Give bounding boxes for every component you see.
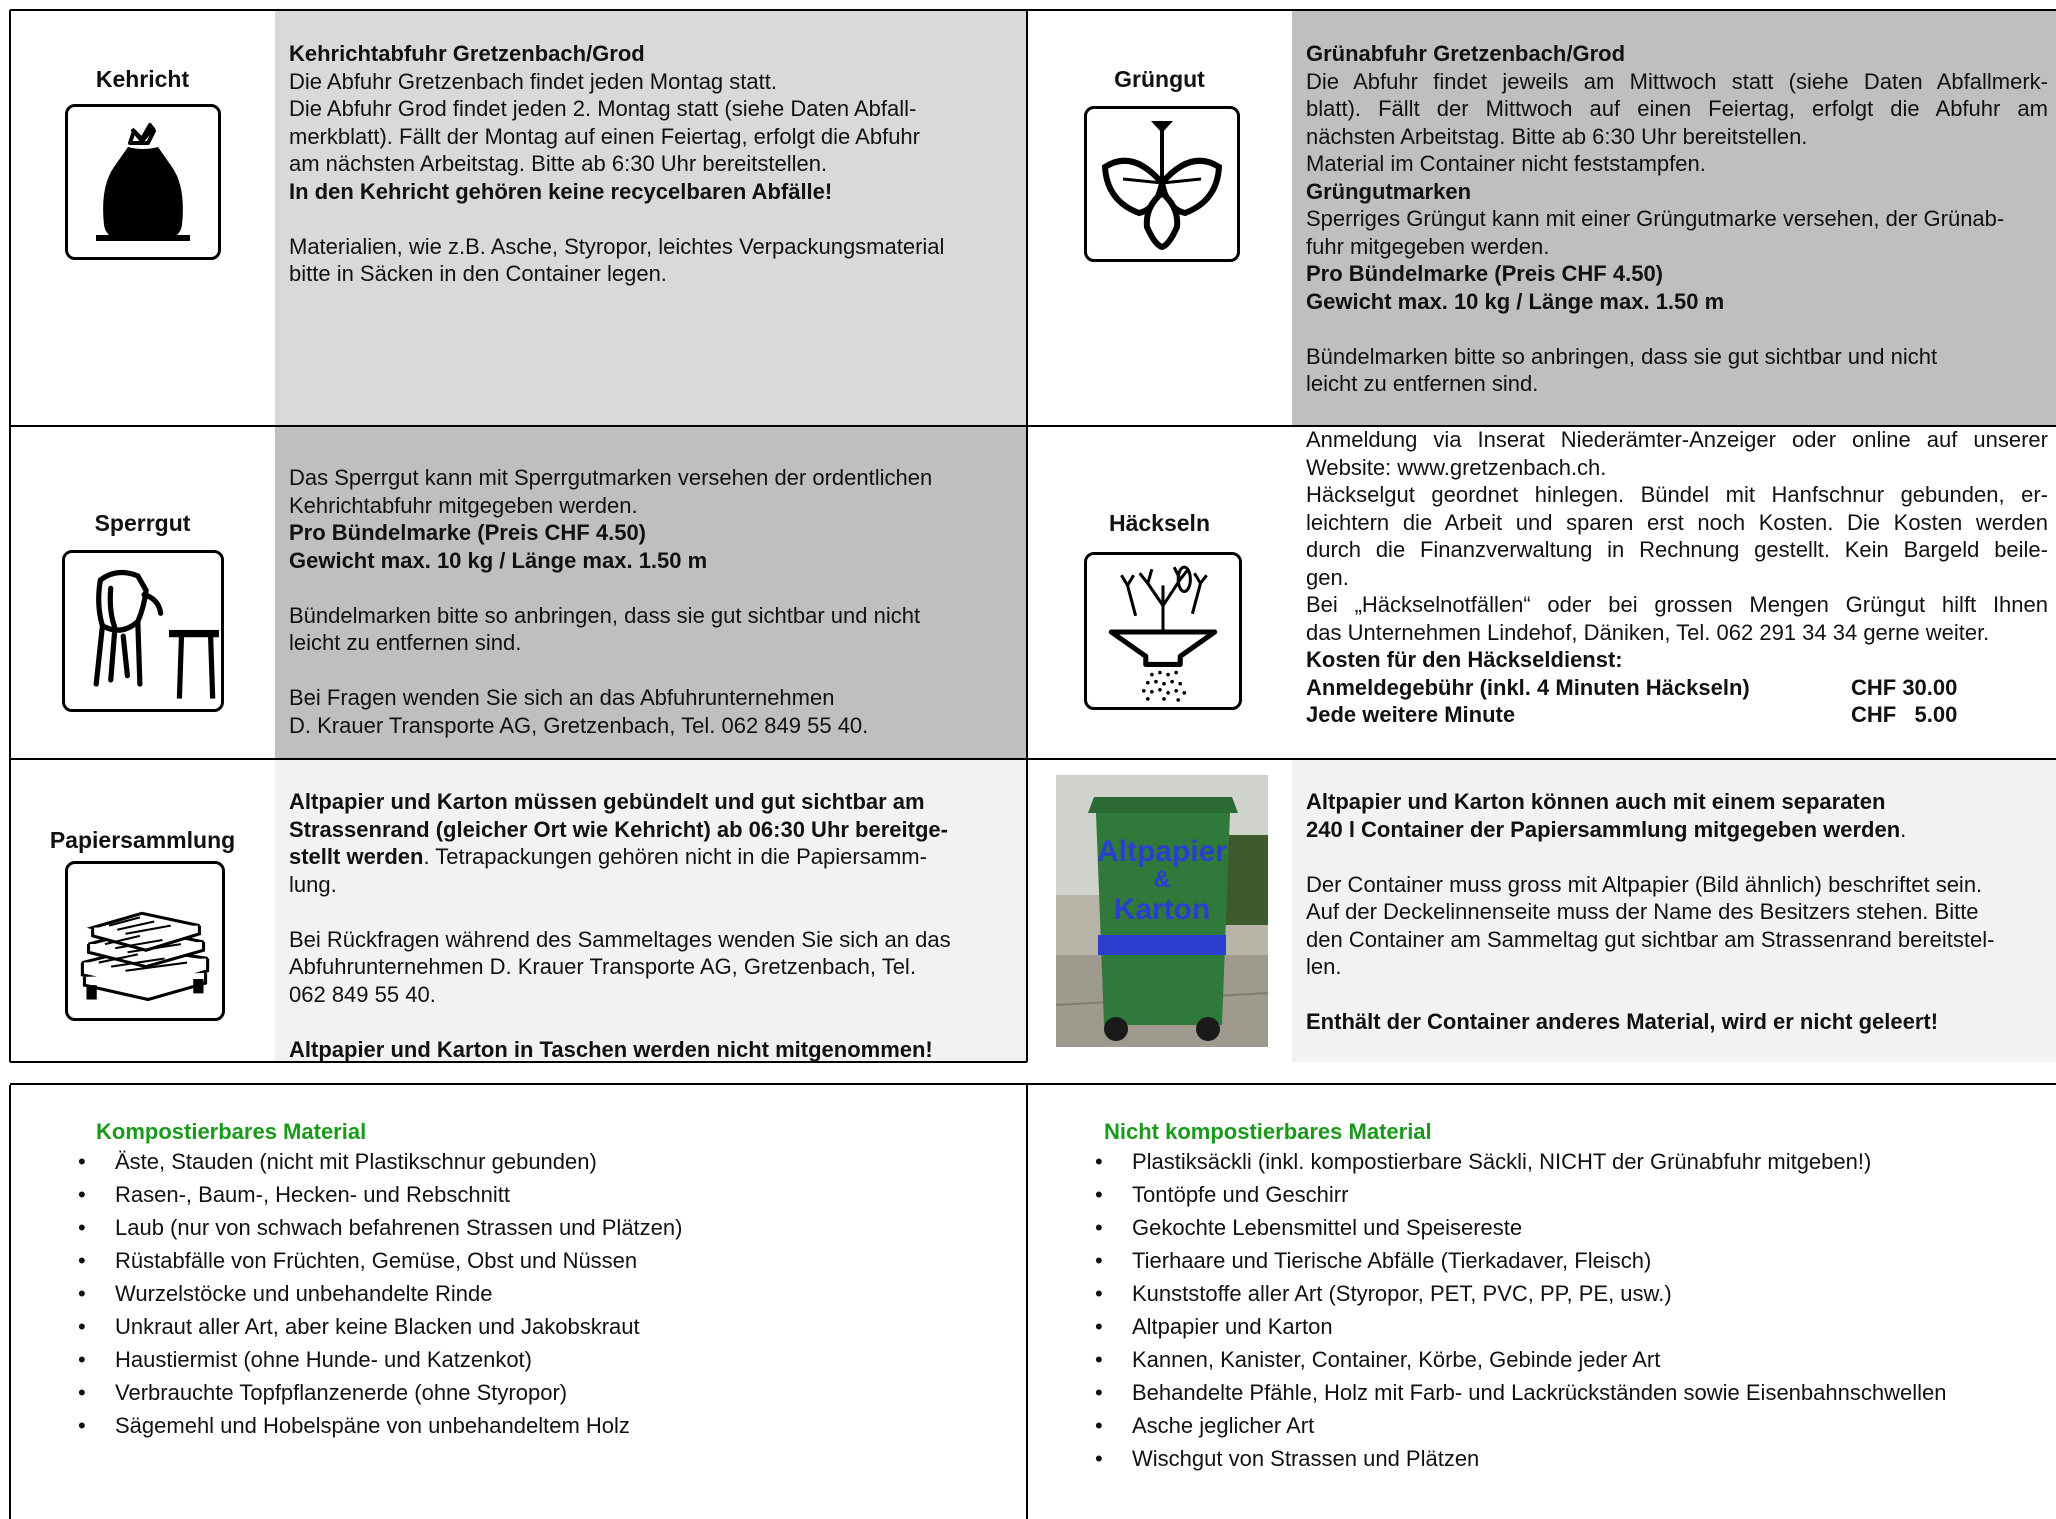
list-item: • Kannen, Kanister, Container, Körbe, Gebinde jeder Art (1095, 1343, 1946, 1376)
container-line: len. (1306, 954, 1342, 979)
kehricht-text (289, 40, 1019, 288)
list-item: • Rasen-, Baum-, Hecken- und Rebschnitt (78, 1178, 682, 1211)
papier-line: 062 849 55 40. (289, 981, 436, 1007)
list-item: • Verbrauchte Topfpflanzenerde (ohne Styropor) (78, 1376, 682, 1409)
list-item: • Rüstabfälle von Früchten, Gemüse, Obst und Nüssen (78, 1244, 682, 1277)
container-line: Altpapier und Karton können auch mit einem separaten (1306, 789, 1886, 814)
list-item: • Asche jeglicher Art (1095, 1409, 1946, 1442)
photo-lettering: & (1153, 866, 1171, 893)
kompost-title: Kompostierbares Material (96, 1119, 367, 1144)
gruengut-line: Sperriges Grüngut kann mit einer Grüngutmarke versehen, der Grünab- (1306, 206, 2005, 231)
list-item: • Äste, Stauden (nicht mit Plastikschnur gebunden) (78, 1145, 682, 1178)
nichtkompost-list (1095, 1145, 1946, 1475)
haeckseln-text (1306, 426, 2048, 729)
list-item: • Altpapier und Karton (1095, 1310, 1946, 1343)
kehricht-line: Materialien, wie z.B. Asche, Styropor, leichtes Verpackungsmaterial (289, 233, 945, 259)
gruengut-line: Bündelmarken bitte so anbringen, dass sie gut sichtbar und nicht (1306, 343, 1938, 369)
kehricht-label: Kehricht (95, 66, 190, 92)
list-item: • Unkraut aller Art, aber keine Blacken und Jakobskraut (78, 1310, 682, 1343)
gruengut-line: Die Abfuhr findet jeweils am Mittwoch statt (siehe Daten Abfallmerk- (1306, 68, 2048, 94)
furniture-chair-table-icon (62, 550, 224, 712)
haeckseln-costs-title: Kosten für den Häckseldienst: (1306, 647, 1623, 672)
fee-row (1306, 701, 2048, 729)
leaf-plant-icon (1084, 106, 1240, 262)
haeckseln-label-cell (1027, 426, 1292, 759)
container-bold-part: 240 l Container der Papiersammlung mitgegeben werden (1306, 816, 1901, 842)
papier-line: Strassenrand (gleicher Ort wie Kehricht) ab 06:30 Uhr bereitge- (289, 816, 948, 842)
kehricht-line: Die Abfuhr Gretzenbach findet jeden Montag statt. (289, 68, 777, 94)
kehricht-line: am nächsten Arbeitstag. Bitte ab 6:30 Uhr bereitstellen. (289, 151, 828, 176)
sperrgut-line: D. Krauer Transporte AG, Gretzenbach, Tel. 062 849 55 40. (289, 712, 869, 738)
list-item: • Laub (nur von schwach befahrenen Strassen und Plätzen) (78, 1211, 682, 1244)
haeckseln-line: Bei „Häckselnotfällen“ oder bei grossen Mengen Grüngut hilft Ihnen (1306, 592, 2048, 617)
newspaper-stack-icon (65, 861, 225, 1021)
trash-bag-icon (65, 104, 221, 260)
fee-value: CHF 30.00 (1851, 674, 1958, 700)
gruengut-subtitle: Grüngutmarken (1306, 178, 1472, 204)
haeckseln-line: Website: www.gretzenbach.ch. (1306, 454, 1607, 480)
photo-lettering: Altpapier (1096, 835, 1228, 868)
list-item: • Sägemehl und Hobelspäne von unbehandeltem Holz (78, 1409, 682, 1442)
sperrgut-weight: Gewicht max. 10 kg / Länge max. 1.50 m (289, 547, 708, 573)
green-container-photo (1056, 775, 1268, 1047)
haeckseln-label: Häckseln (1108, 510, 1210, 536)
kehricht-line: merkblatt). Fällt der Montag auf einen Feiertag, erfolgt die Abfuhr (289, 123, 920, 149)
gruengut-line: blatt). Fällt der Mittwoch auf einen Feiertag, erfolgt die Abfuhr am (1306, 96, 2048, 121)
fee-value: CHF 5.00 (1851, 702, 1958, 727)
grid-line (1026, 1085, 1028, 1519)
fee-label: Jede weitere Minute (1306, 702, 1516, 727)
haeckseln-line: das Unternehmen Lindehof, Däniken, Tel. 062 291 34 34 gerne weiter. (1306, 619, 1990, 645)
papier-label-cell (10, 759, 275, 1062)
list-item: • Plastiksäckli (inkl. kompostierbare Säckli, NICHT der Grünabfuhr mitgeben!) (1095, 1145, 1946, 1178)
haeckseln-line: Häckselgut geordnet hinlegen. Bündel mit Hanfschnur gebunden, er- (1306, 482, 2048, 507)
gruengut-label-cell (1027, 10, 1292, 426)
container-line: den Container am Sammeltag gut sichtbar am Strassenrand bereitstel- (1306, 926, 1995, 952)
kehricht-title: Kehrichtabfuhr Gretzenbach/Grod (289, 41, 645, 66)
list-item: • Gekochte Lebensmittel und Speisereste (1095, 1211, 1946, 1244)
papier-bold-part: stellt werden (289, 844, 424, 869)
fee-row (1306, 674, 2048, 702)
list-item: • Kunststoffe aller Art (Styropor, PET, PVC, PP, PE, usw.) (1095, 1277, 1946, 1310)
container-line (1306, 816, 2048, 844)
haeckseln-line: Anmeldung via Inserat Niederämter-Anzeiger oder online auf unserer (1306, 427, 2048, 452)
sperrgut-line: Bündelmarken bitte so anbringen, dass sie gut sichtbar und nicht (289, 602, 921, 628)
list-item: • Haustiermist (ohne Hunde- und Katzenkot) (78, 1343, 682, 1376)
list-item: • Wurzelstöcke und unbehandelte Rinde (78, 1277, 682, 1310)
haeckseln-line: gen. (1306, 564, 1349, 590)
shredder-icon (1084, 552, 1242, 710)
list-item: • Wischgut von Strassen und Plätzen (1095, 1442, 1946, 1475)
gruengut-price: Pro Bündelmarke (Preis CHF 4.50) (1306, 261, 1664, 286)
info-table (10, 10, 2056, 1062)
fee-label: Anmeldegebühr (inkl. 4 Minuten Häckseln) (1306, 674, 1750, 700)
list-item: • Tierhaare und Tierische Abfälle (Tierkadaver, Fleisch) (1095, 1244, 1946, 1277)
sperrgut-price: Pro Bündelmarke (Preis CHF 4.50) (289, 520, 647, 545)
kompost-list (78, 1145, 682, 1442)
gruengut-label: Grüngut (1114, 66, 1205, 92)
container-period: . (1900, 816, 1907, 842)
kehricht-warning: In den Kehricht gehören keine recycelbaren Abfälle! (289, 178, 833, 204)
container-line: Auf der Deckelinnenseite muss der Name des Besitzers stehen. Bitte (1306, 899, 1979, 924)
sperrgut-line: Bei Fragen wenden Sie sich an das Abfuhrunternehmen (289, 685, 835, 710)
container-text (1306, 788, 2048, 1036)
papier-line (289, 843, 1019, 871)
sperrgut-text (289, 464, 1019, 739)
compost-lists (10, 1083, 2056, 1519)
haeckseln-line: durch die Finanzverwaltung in Rechnung gestellt. Kein Bargeld beile- (1306, 537, 2048, 562)
container-warning: Enthält der Container anderes Material, wird er nicht geleert! (1306, 1009, 1939, 1034)
papier-line: lung. (289, 871, 337, 897)
gruengut-line: leicht zu entfernen sind. (1306, 371, 1539, 396)
gruengut-line: Material im Container nicht feststampfen. (1306, 151, 1706, 176)
papier-line: Altpapier und Karton müssen gebündelt und gut sichtbar am (289, 789, 925, 814)
papier-text (289, 788, 1019, 1063)
papier-regular-part: . Tetrapackungen gehören nicht in die Papiersamm- (423, 844, 927, 869)
container-line: Der Container muss gross mit Altpapier (Bild ähnlich) beschriftet sein. (1306, 871, 1983, 897)
list-item: • Behandelte Pfähle, Holz mit Farb- und Lackrückständen sowie Eisenbahnschwellen (1095, 1376, 1946, 1409)
papier-line: Abfuhrunternehmen D. Krauer Transporte AG, Gretzenbach, Tel. (289, 954, 916, 979)
gruengut-title: Grünabfuhr Gretzenbach/Grod (1306, 41, 1626, 66)
sperrgut-label: Sperrgut (94, 510, 191, 536)
gruengut-text (1306, 40, 2048, 398)
sperrgut-line: Das Sperrgut kann mit Sperrgutmarken versehen der ordentlichen (289, 465, 933, 490)
gruengut-weight: Gewicht max. 10 kg / Länge max. 1.50 m (1306, 288, 1725, 314)
kehricht-line: bitte in Säcken in den Container legen. (289, 261, 667, 286)
nichtkompost-title: Nicht kompostierbares Material (1104, 1119, 1432, 1144)
sperrgut-line: Kehrichtabfuhr mitgegeben werden. (289, 492, 638, 518)
sperrgut-label-cell (10, 426, 275, 759)
papier-label: Papiersammlung (49, 827, 236, 853)
grid-line (9, 1085, 11, 1519)
papier-warning: Altpapier und Karton in Taschen werden nicht mitgenommen! (289, 1036, 933, 1062)
sperrgut-line: leicht zu entfernen sind. (289, 630, 522, 655)
list-item: • Tontöpfe und Geschirr (1095, 1178, 1946, 1211)
kehricht-label-cell (10, 10, 275, 426)
gruengut-line: nächsten Arbeitstag. Bitte ab 6:30 Uhr bereitstellen. (1306, 123, 1808, 149)
haeckseln-line: leichtern die Arbeit und sparen erst noch Kosten. Die Kosten werden (1306, 509, 2048, 535)
kehricht-line: Die Abfuhr Grod findet jeden 2. Montag statt (siehe Daten Abfall- (289, 96, 917, 121)
gruengut-line: fuhr mitgegeben werden. (1306, 233, 1550, 259)
photo-lettering: Karton (1113, 893, 1211, 926)
papier-line: Bei Rückfragen während des Sammeltages wenden Sie sich an das (289, 926, 951, 952)
